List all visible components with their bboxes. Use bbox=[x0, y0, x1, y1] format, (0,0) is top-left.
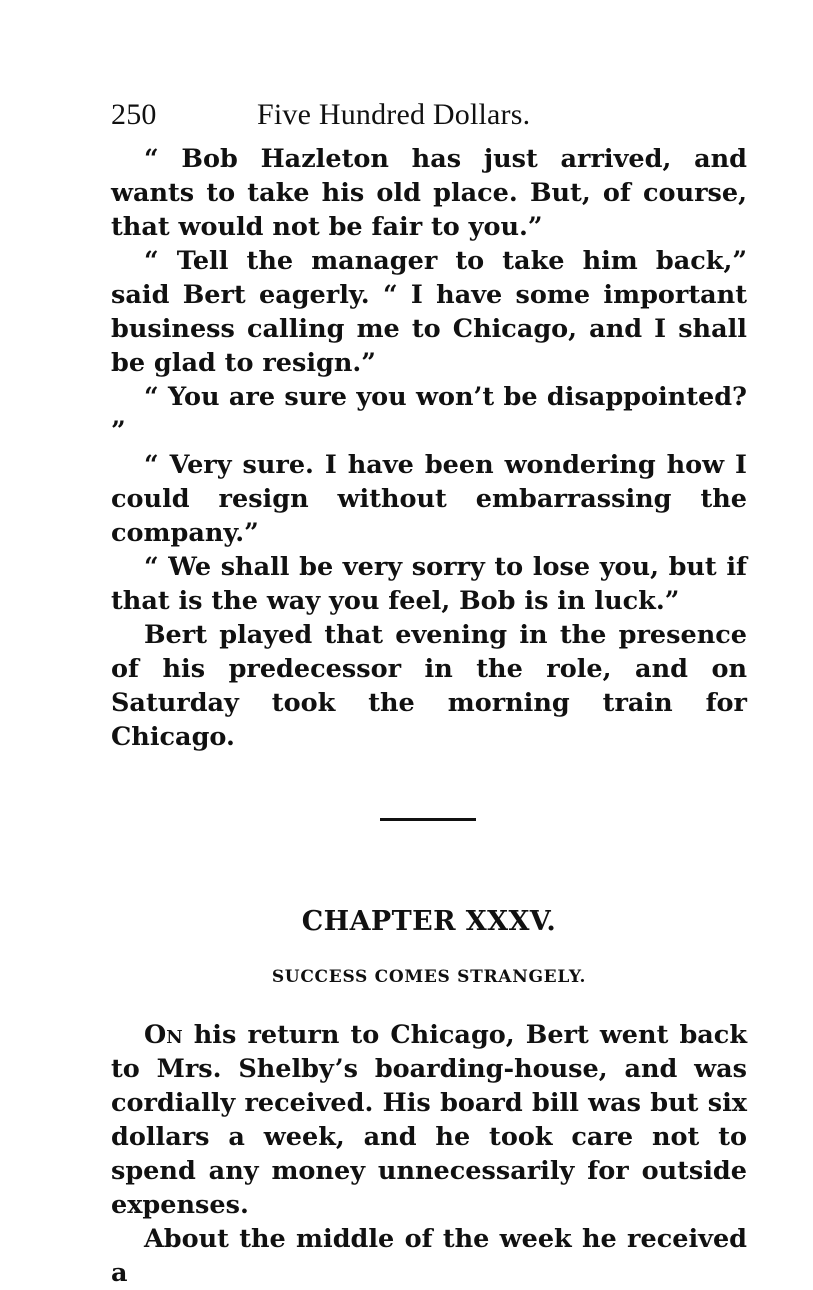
running-title: Five Hundred Dollars. bbox=[257, 98, 531, 131]
chapter-opening-text: his return to Chicago, Bert went back to Mrs. Shelby’s boarding-house, and was cordially received. His board bill was but six dollars a week, and he took care not to spend any money unnecessarily for outside expenses. bbox=[111, 1020, 747, 1220]
chapter-body bbox=[111, 1018, 747, 1290]
chapter-second-paragraph: About the middle of the week he received a bbox=[111, 1224, 747, 1288]
chapter-divider bbox=[111, 754, 747, 902]
running-head bbox=[111, 98, 747, 142]
dialogue-paragraph-1: “ Bob Hazleton has just arrived, and wants to take his old place. But, of course, that would not be fair to you.” bbox=[111, 144, 747, 242]
previous-chapter-ending bbox=[111, 142, 747, 754]
chapter-opening-word: On bbox=[144, 1020, 183, 1050]
dialogue-paragraph-3: “ You are sure you won’t be disappointed? ” bbox=[111, 382, 747, 446]
page-number: 250 bbox=[111, 98, 157, 131]
chapter-opening-paragraph bbox=[111, 1018, 747, 1222]
dialogue-paragraph-2: “ Tell the manager to take him back,” said Bert eagerly. “ I have some important business calling me to Chicago, and I shall be glad to resign.” bbox=[111, 246, 747, 378]
chapter-subtitle: SUCCESS COMES STRANGELY. bbox=[271, 967, 587, 987]
chapter-heading: CHAPTER XXXV. bbox=[301, 906, 557, 937]
chapter-divider-rule bbox=[380, 818, 476, 821]
book-page bbox=[111, 98, 747, 1290]
dialogue-paragraph-5: “ We shall be very sorry to lose you, but if that is the way you feel, Bob is in luck.” bbox=[111, 552, 747, 616]
dialogue-paragraph-4: “ Very sure. I have been wondering how I could resign without embarrassing the company.” bbox=[111, 450, 747, 548]
narrative-paragraph: Bert played that evening in the presence of his predecessor in the role, and on Saturday took the morning train for Chicago. bbox=[111, 620, 747, 752]
